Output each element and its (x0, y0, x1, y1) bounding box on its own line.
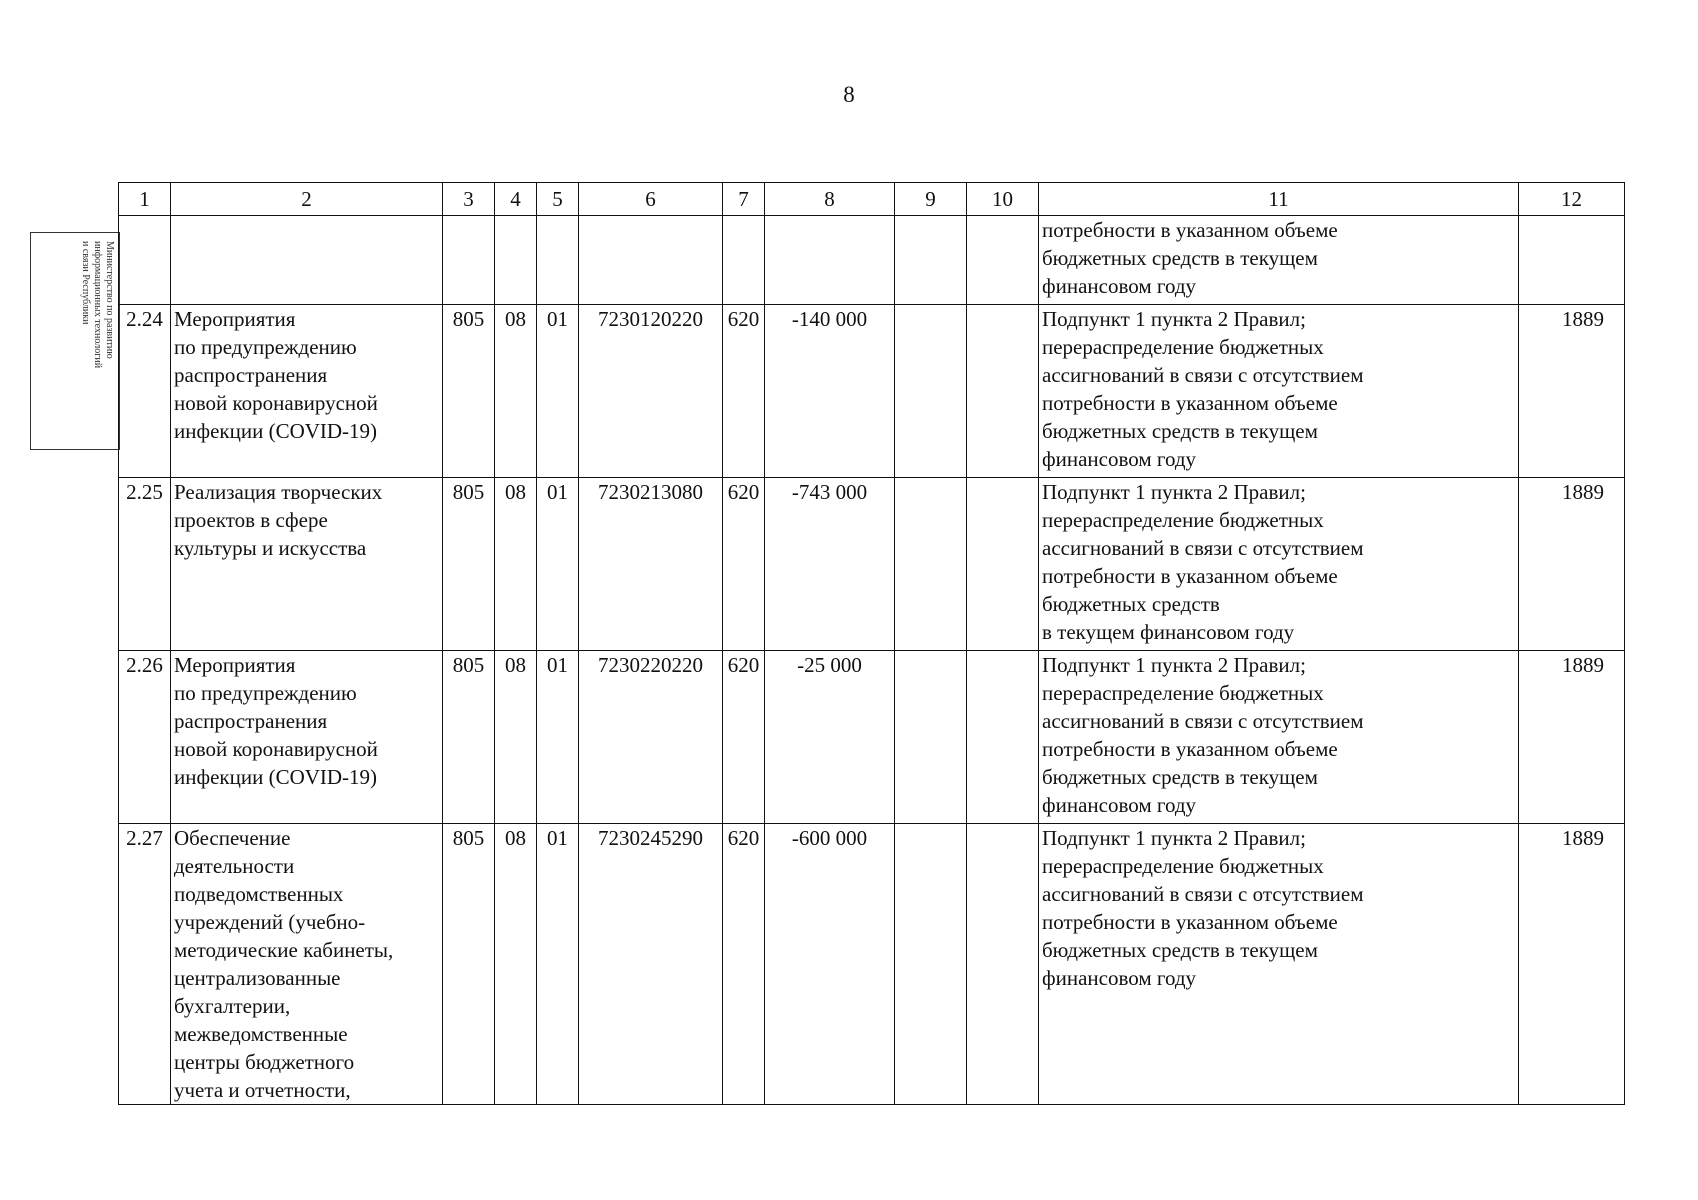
code-cell: 1889 (1519, 478, 1625, 651)
header-cell: 11 (1039, 183, 1519, 216)
code-cell: 08 (495, 305, 537, 478)
header-cell: 4 (495, 183, 537, 216)
code-cell: 08 (495, 651, 537, 824)
empty-cell (967, 651, 1039, 824)
basis-cell: потребности в указанном объеме бюджетных средств в текущем финансовом году (1039, 216, 1519, 305)
header-cell: 12 (1519, 183, 1625, 216)
row-number: 2.25 (119, 478, 171, 651)
table-row (119, 478, 1625, 651)
code-cell: 1889 (1519, 651, 1625, 824)
code-cell: 620 (723, 305, 765, 478)
code-cell: 7230213080 (579, 478, 723, 651)
table-row-continuation (119, 216, 1625, 305)
item-name: Обеспечение деятельности подведомственных учреждений (учебно- методические кабинеты, централизованные бухгалтерии, межведомственные центры бюджетного учета и отчетности, (171, 824, 443, 1105)
code-cell: 01 (537, 824, 579, 1105)
code-cell: 805 (443, 651, 495, 824)
stamp-line: Министерство по развитию (104, 241, 115, 359)
amount-cell: -25 000 (765, 651, 895, 824)
empty-cell (895, 478, 967, 651)
header-cell: 6 (579, 183, 723, 216)
code-cell: 805 (443, 824, 495, 1105)
code-cell: 620 (723, 478, 765, 651)
header-row (119, 183, 1625, 216)
registration-stamp (30, 232, 120, 450)
basis-cell: Подпункт 1 пункта 2 Правил; перераспределение бюджетных ассигнований в связи с отсутствием потребности в указанном объеме бюджетных средств в текущем финансовом году (1039, 478, 1519, 651)
code-cell: 805 (443, 305, 495, 478)
stamp-line: и связи Республики (80, 241, 91, 325)
item-name: Реализация творческих проектов в сфере культуры и искусства (171, 478, 443, 651)
item-name: Мероприятия по предупреждению распространения новой коронавирусной инфекции (COVID-19) (171, 305, 443, 478)
header-cell: 10 (967, 183, 1039, 216)
code-cell: 08 (495, 824, 537, 1105)
code-cell: 08 (495, 478, 537, 651)
empty-cell (967, 305, 1039, 478)
empty-cell (967, 478, 1039, 651)
header-cell: 5 (537, 183, 579, 216)
header-cell: 8 (765, 183, 895, 216)
code-cell: 620 (723, 824, 765, 1105)
budget-table (118, 182, 1625, 1105)
stamp-line: информационных технологий (92, 241, 103, 369)
amount-cell: -600 000 (765, 824, 895, 1105)
basis-cell: Подпункт 1 пункта 2 Правил; перераспределение бюджетных ассигнований в связи с отсутствием потребности в указанном объеме бюджетных средств в текущем финансовом году (1039, 305, 1519, 478)
amount-cell: -743 000 (765, 478, 895, 651)
empty-cell (895, 651, 967, 824)
header-cell: 2 (171, 183, 443, 216)
code-cell: 620 (723, 651, 765, 824)
code-cell: 01 (537, 651, 579, 824)
header-cell: 3 (443, 183, 495, 216)
page-number: 8 (843, 82, 855, 107)
row-number: 2.26 (119, 651, 171, 824)
empty-cell (967, 824, 1039, 1105)
table-row (119, 651, 1625, 824)
header-cell: 9 (895, 183, 967, 216)
code-cell: 1889 (1519, 305, 1625, 478)
code-cell: 01 (537, 305, 579, 478)
code-cell: 805 (443, 478, 495, 651)
code-cell: 7230245290 (579, 824, 723, 1105)
row-number: 2.24 (119, 305, 171, 478)
table-row (119, 305, 1625, 478)
row-number: 2.27 (119, 824, 171, 1105)
amount-cell: -140 000 (765, 305, 895, 478)
code-cell: 01 (537, 478, 579, 651)
empty-cell (895, 305, 967, 478)
basis-cell: Подпункт 1 пункта 2 Правил; перераспределение бюджетных ассигнований в связи с отсутствием потребности в указанном объеме бюджетных средств в текущем финансовом году (1039, 824, 1519, 1105)
code-cell: 1889 (1519, 824, 1625, 1105)
table-row (119, 824, 1625, 1105)
item-name: Мероприятия по предупреждению распространения новой коронавирусной инфекции (COVID-19) (171, 651, 443, 824)
code-cell: 7230120220 (579, 305, 723, 478)
basis-cell: Подпункт 1 пункта 2 Правил; перераспределение бюджетных ассигнований в связи с отсутствием потребности в указанном объеме бюджетных средств в текущем финансовом году (1039, 651, 1519, 824)
header-cell: 1 (119, 183, 171, 216)
code-cell: 7230220220 (579, 651, 723, 824)
empty-cell (895, 824, 967, 1105)
header-cell: 7 (723, 183, 765, 216)
